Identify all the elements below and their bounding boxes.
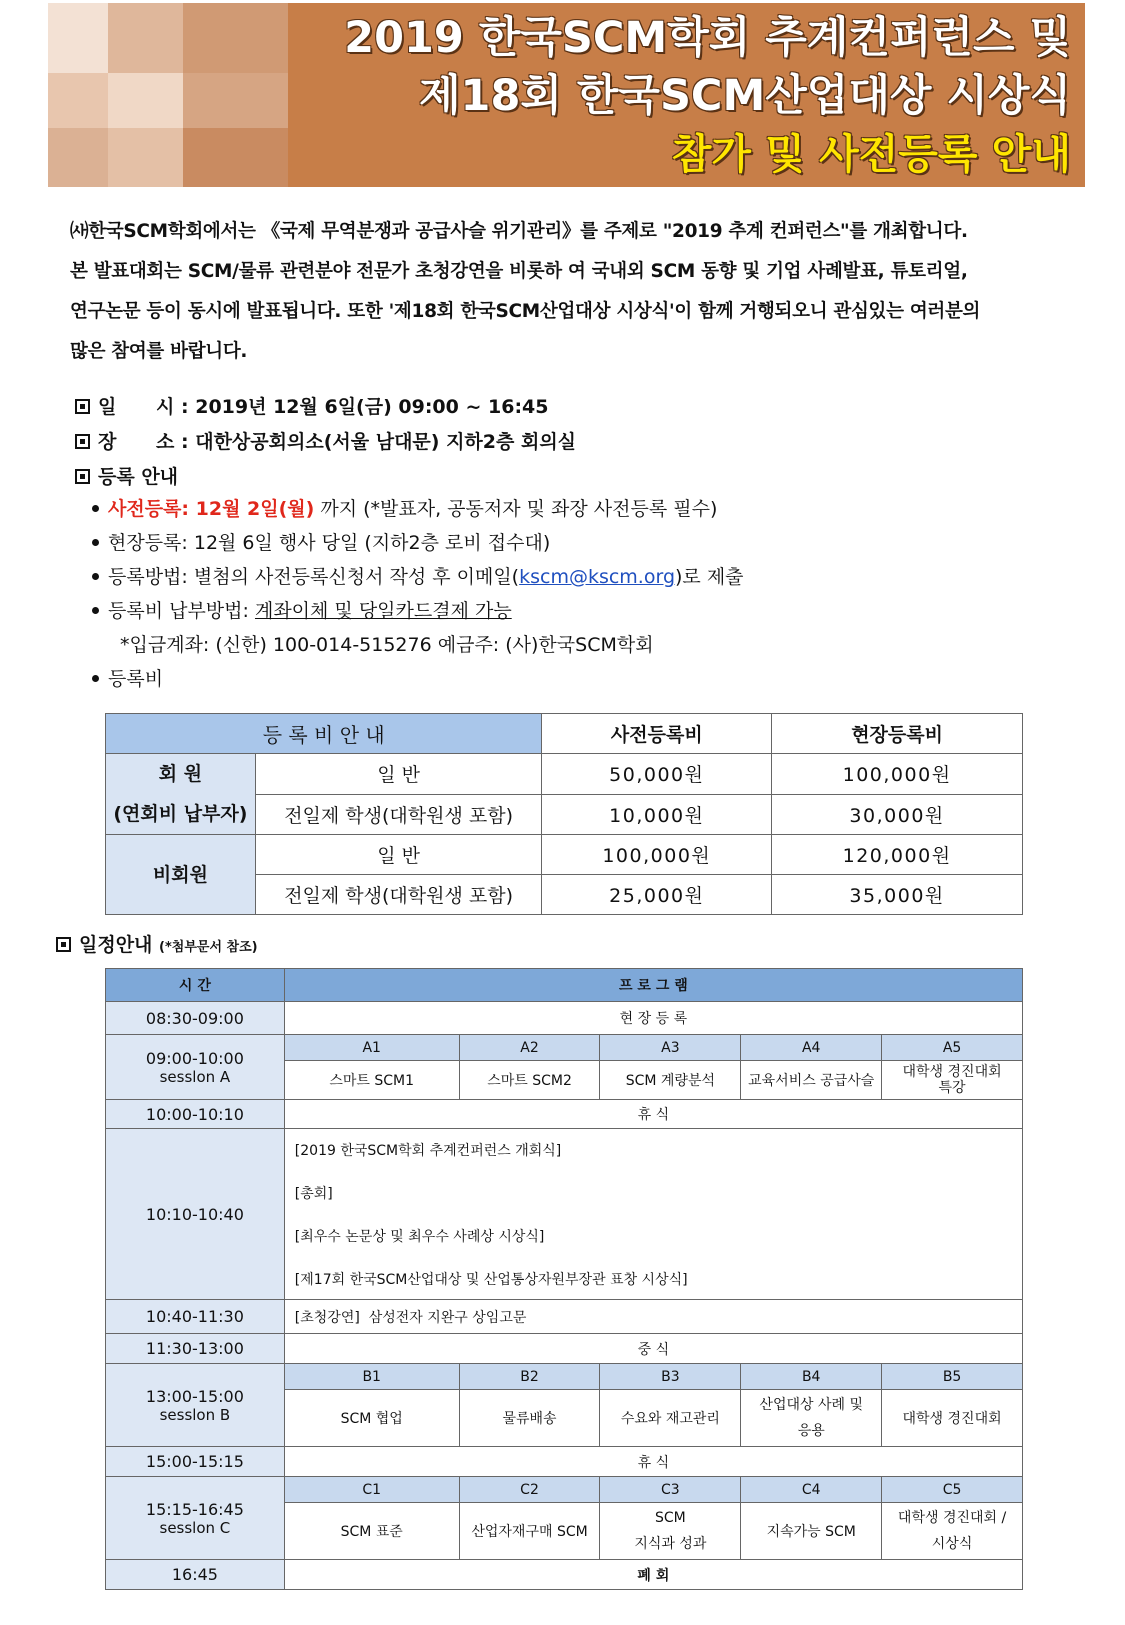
session-name: SCM 협업 [284, 1390, 459, 1447]
table-row [106, 835, 1023, 875]
list-item [92, 526, 1052, 560]
time-cell: 10:10-10:40 [106, 1129, 285, 1300]
fee-onsite: 35,000원 [772, 875, 1023, 915]
session-code: C3 [600, 1477, 741, 1503]
session-code: B2 [459, 1364, 600, 1390]
schedule-table [105, 968, 1023, 1590]
banner-line-3: 참가 및 사전등록 안내 [671, 130, 1071, 178]
schedule-title: 일정안내 [79, 934, 153, 956]
registration-list [92, 492, 1052, 696]
intro-line: ㈔한국SCM학회에서는 《국제 무역분쟁과 공급사슬 위기관리》를 주제로 "2019 추계 컨퍼런스"를 개최합니다. [70, 221, 968, 242]
session-code: A1 [284, 1035, 459, 1061]
pre-registration-deadline: 사전등록: 12월 2일(월) [108, 498, 315, 520]
table-row [106, 1002, 1023, 1035]
session-time: 15:15-16:45 [145, 1499, 244, 1519]
list-item [92, 662, 1052, 696]
time-cell: 10:40-11:30 [106, 1300, 285, 1334]
program-header: 프 로 그 램 [284, 969, 1022, 1002]
schedule-header-row [106, 969, 1023, 1002]
time-cell [106, 1364, 285, 1447]
session-code: A4 [741, 1035, 882, 1061]
fee-onsite: 120,000원 [772, 835, 1023, 875]
date-row [75, 390, 1065, 425]
session-code: C4 [741, 1477, 882, 1503]
fee-type: 전일제 학생(대학원생 포함) [255, 794, 542, 835]
session-name: SCM 계량분석 [600, 1061, 741, 1100]
session-code: B3 [600, 1364, 741, 1390]
session-name: 대학생 경진대회 / 시상식 [882, 1503, 1023, 1560]
schedule-note: (*첨부문서 참조) [159, 940, 258, 955]
bullet-icon [92, 539, 99, 546]
fee-label: 등록비 [108, 668, 164, 690]
date-text: 일 시 : 2019년 12월 6일(금) 09:00 ~ 16:45 [98, 396, 549, 418]
program-item: [최우수 논문상 및 최우수 사례상 시상식] [294, 1228, 545, 1245]
program-cell: 휴 식 [284, 1447, 1022, 1477]
time-cell: 10:00-10:10 [106, 1100, 285, 1129]
list-item [92, 594, 1052, 628]
fee-header-pre: 사전등록비 [542, 714, 772, 754]
fee-type: 전일제 학생(대학원생 포함) [255, 875, 542, 915]
program-cell: 중 식 [284, 1334, 1022, 1364]
session-label: sesslon C [159, 1518, 231, 1537]
time-header: 시 간 [106, 969, 285, 1002]
header-banner [48, 3, 1085, 187]
session-code: C5 [882, 1477, 1023, 1503]
session-time: 13:00-15:00 [145, 1386, 244, 1406]
session-name: 대학생 경진대회 특강 [882, 1061, 1023, 1100]
intro-paragraph [70, 212, 1060, 372]
banner-title [344, 9, 1071, 183]
session-code: A2 [459, 1035, 600, 1061]
fee-header-title: 등 록 비 안 내 [106, 714, 542, 754]
member-label: 회 원 [158, 763, 203, 785]
session-name: 수요와 재고관리 [600, 1390, 741, 1447]
table-row [106, 1560, 1023, 1590]
pre-registration-note: 까지 (*발표자, 공동저자 및 좌장 사전등록 필수) [314, 498, 718, 520]
member-sublabel: (연회비 납부자) [113, 803, 248, 825]
table-row [106, 1447, 1023, 1477]
fee-onsite: 30,000원 [772, 794, 1023, 835]
session-code: B5 [882, 1364, 1023, 1390]
time-cell [106, 1477, 285, 1560]
time-cell: 08:30-09:00 [106, 1002, 285, 1035]
session-code: A5 [882, 1035, 1023, 1061]
list-item [92, 492, 1052, 526]
opening-program [284, 1129, 1022, 1300]
program-cell: 휴 식 [284, 1100, 1022, 1129]
fee-pre: 10,000원 [542, 794, 772, 835]
onsite-registration: 현장등록: 12월 6일 행사 당일 (지하2층 로비 접수대) [108, 532, 551, 554]
intro-line: 연구논문 등이 동시에 발표됩니다. 또한 '제18회 한국SCM산업대상 시상식'이 함께 거행되오니 관심있는 여러분의 [70, 301, 981, 322]
session-code-row [106, 1364, 1023, 1390]
time-cell: 15:00-15:15 [106, 1447, 285, 1477]
session-label: sesslon A [159, 1067, 231, 1086]
session-code: A3 [600, 1035, 741, 1061]
method-prefix: 등록방법: 별첨의 사전등록신청서 작성 후 이메일( [108, 566, 520, 588]
bullet-icon [92, 607, 99, 614]
session-name: 물류배송 [459, 1390, 600, 1447]
session-name: 스마트 SCM1 [284, 1061, 459, 1100]
fee-table [105, 713, 1023, 915]
email-link[interactable]: kscm@kscm.org [519, 566, 676, 588]
fee-pre: 25,000원 [542, 875, 772, 915]
time-cell: 16:45 [106, 1560, 285, 1590]
program-cell: [초청강연] 삼성전자 지완구 상임고문 [284, 1300, 1022, 1334]
checkbox-square-icon [75, 469, 90, 484]
session-code: C1 [284, 1477, 459, 1503]
table-row [106, 754, 1023, 795]
list-item [92, 560, 1052, 594]
fee-pre: 50,000원 [542, 754, 772, 795]
session-name: 산업자재구매 SCM [459, 1503, 600, 1560]
program-cell: 폐 회 [284, 1560, 1022, 1590]
session-name: 대학생 경진대회 [882, 1390, 1023, 1447]
session-name: SCM 지식과 성과 [600, 1503, 741, 1560]
session-name: 교육서비스 공급사슬 [741, 1061, 882, 1100]
session-label: sesslon B [159, 1405, 231, 1424]
banner-line-2: 제18회 한국SCM산업대상 시상식 [418, 71, 1071, 121]
time-cell: 11:30-13:00 [106, 1334, 285, 1364]
event-info [75, 390, 1065, 495]
session-code: B1 [284, 1364, 459, 1390]
session-code-row [106, 1477, 1023, 1503]
banner-line-1: 2019 한국SCM학회 추계컨퍼런스 및 [344, 13, 1071, 63]
session-code: C2 [459, 1477, 600, 1503]
intro-line: 많은 참여를 바랍니다. [70, 341, 248, 362]
program-item: [총회] [294, 1185, 333, 1202]
table-row [106, 1100, 1023, 1129]
session-code: B4 [741, 1364, 882, 1390]
fee-type: 일 반 [255, 835, 542, 875]
bullet-icon [92, 505, 99, 512]
program-item: [제17회 한국SCM산업대상 및 산업통상자원부장관 표창 시상식] [294, 1271, 688, 1288]
session-time: 09:00-10:00 [145, 1048, 244, 1068]
checkbox-square-icon [75, 399, 90, 414]
bullet-icon [92, 573, 99, 580]
registration-title: 등록 안내 [98, 466, 179, 488]
checkbox-square-icon [75, 434, 90, 449]
account-text: *입금계좌: (신한) 100-014-515276 예금주: (사)한국SCM학회 [120, 634, 654, 656]
account-info [92, 628, 1052, 662]
checkbox-square-icon [56, 937, 71, 952]
place-text: 장 소 : 대한상공회의소(서울 남대문) 지하2층 회의실 [98, 431, 577, 453]
fee-type: 일 반 [255, 754, 542, 795]
table-row [106, 1334, 1023, 1364]
registration-heading [75, 460, 1065, 495]
session-code-row [106, 1035, 1023, 1061]
place-row [75, 425, 1065, 460]
member-group-cell [106, 754, 256, 835]
session-name: SCM 표준 [284, 1503, 459, 1560]
schedule-heading [56, 930, 258, 957]
fee-pre: 100,000원 [542, 835, 772, 875]
payment-method: 계좌이체 및 당일카드결제 가능 [254, 600, 512, 622]
payment-prefix: 등록비 납부방법: [108, 600, 255, 622]
program-cell: 현 장 등 록 [284, 1002, 1022, 1035]
banner-decoration [48, 3, 288, 187]
time-cell [106, 1035, 285, 1100]
session-name: 지속가능 SCM [741, 1503, 882, 1560]
table-row [106, 1129, 1023, 1300]
bullet-icon [92, 675, 99, 682]
program-item: [2019 한국SCM학회 추계컨퍼런스 개회식] [294, 1142, 562, 1159]
table-row [106, 1300, 1023, 1334]
intro-line: 본 발표대회는 SCM/물류 관련분야 전문가 초청강연을 비롯하 여 국내외 SCM 동향 및 기업 사례발표, 튜토리얼, [70, 261, 968, 282]
fee-header-onsite: 현장등록비 [772, 714, 1023, 754]
session-name: 스마트 SCM2 [459, 1061, 600, 1100]
session-name: 산업대상 사례 및 응용 [741, 1390, 882, 1447]
fee-onsite: 100,000원 [772, 754, 1023, 795]
nonmember-group-cell: 비회원 [106, 835, 256, 915]
table-header-row [106, 714, 1023, 754]
method-suffix: )로 제출 [675, 566, 744, 588]
